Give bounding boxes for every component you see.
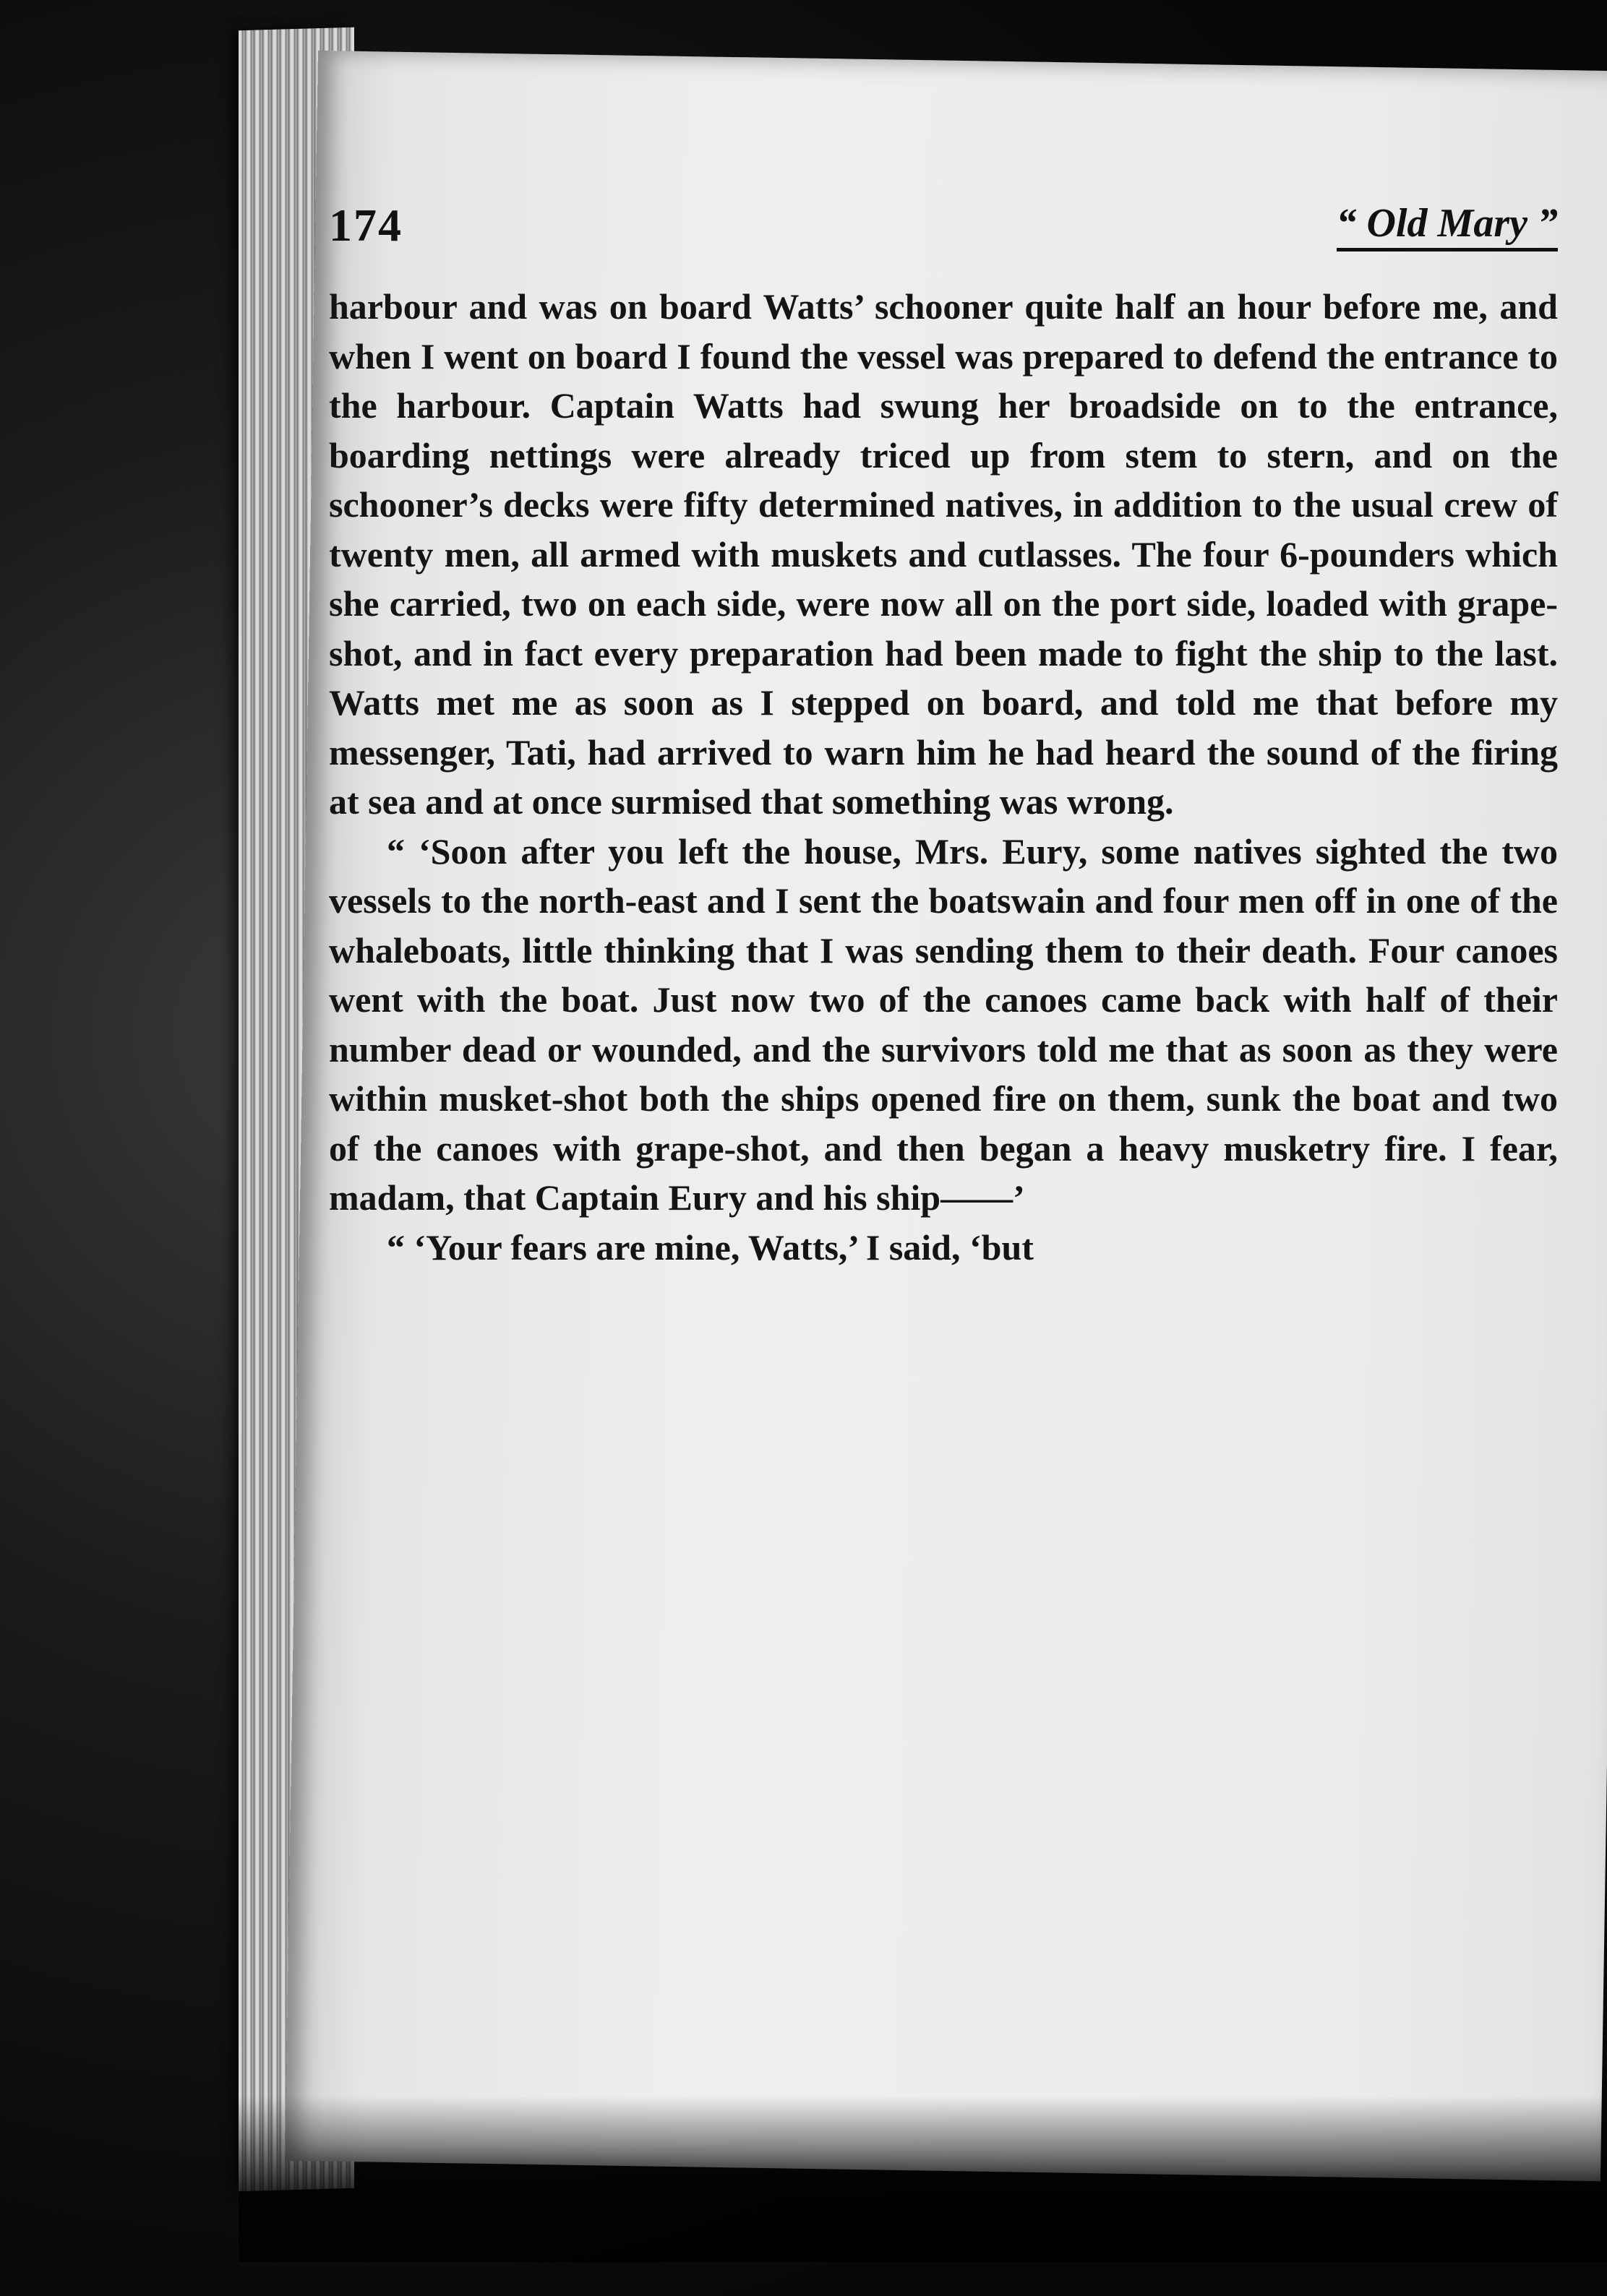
paragraph: harbour and was on board Watts’ schooner quite half an hour before me, and when I went on board I found the vessel was prepared to defend the entrance to the harbour. Captain Watts had swung her broadside on to the entrance, boarding nettings were already triced up from stem to stern, and on the schooner’s decks were fifty determined natives, in addition to the usual crew of twenty men, all armed with muskets and cutlasses. The four 6-pounders which she carried, two on each side, were now all on the port side, loaded with grape-shot, and in fact every preparation had been made to fight the ship to the last. Watts met me as soon as I stepped on board, and told me that before my messenger, Tati, had arrived to warn him he had heard the sound of the firing at sea and at once surmised that something was wrong. (329, 286, 1558, 822)
paragraph: “ ‘Your fears are mine, Watts,’ I said, ‘but (387, 1226, 1034, 1268)
page-header (329, 199, 1558, 278)
body-text (329, 282, 1558, 1272)
running-title: “ Old Mary ” (1337, 200, 1558, 251)
paragraph: “ ‘Soon after you left the house, Mrs. Eury, some natives sighted the two vessels to the north-east and I sent the boatswain and four men off in one of the whaleboats, little thinking that I was sending them to their death. Four canoes went with the boat. Just now two of the canoes came back with half of their number dead or wounded, and the survivors told me that as soon as they were within musket-shot both the ships opened fire on them, sunk the boat and two of the canoes with grape-shot, and then began a heavy musketry fire. I fear, madam, that Captain Eury and his ship——’ (329, 830, 1558, 1218)
page-shadow (239, 2096, 1607, 2262)
page-number: 174 (329, 199, 403, 251)
